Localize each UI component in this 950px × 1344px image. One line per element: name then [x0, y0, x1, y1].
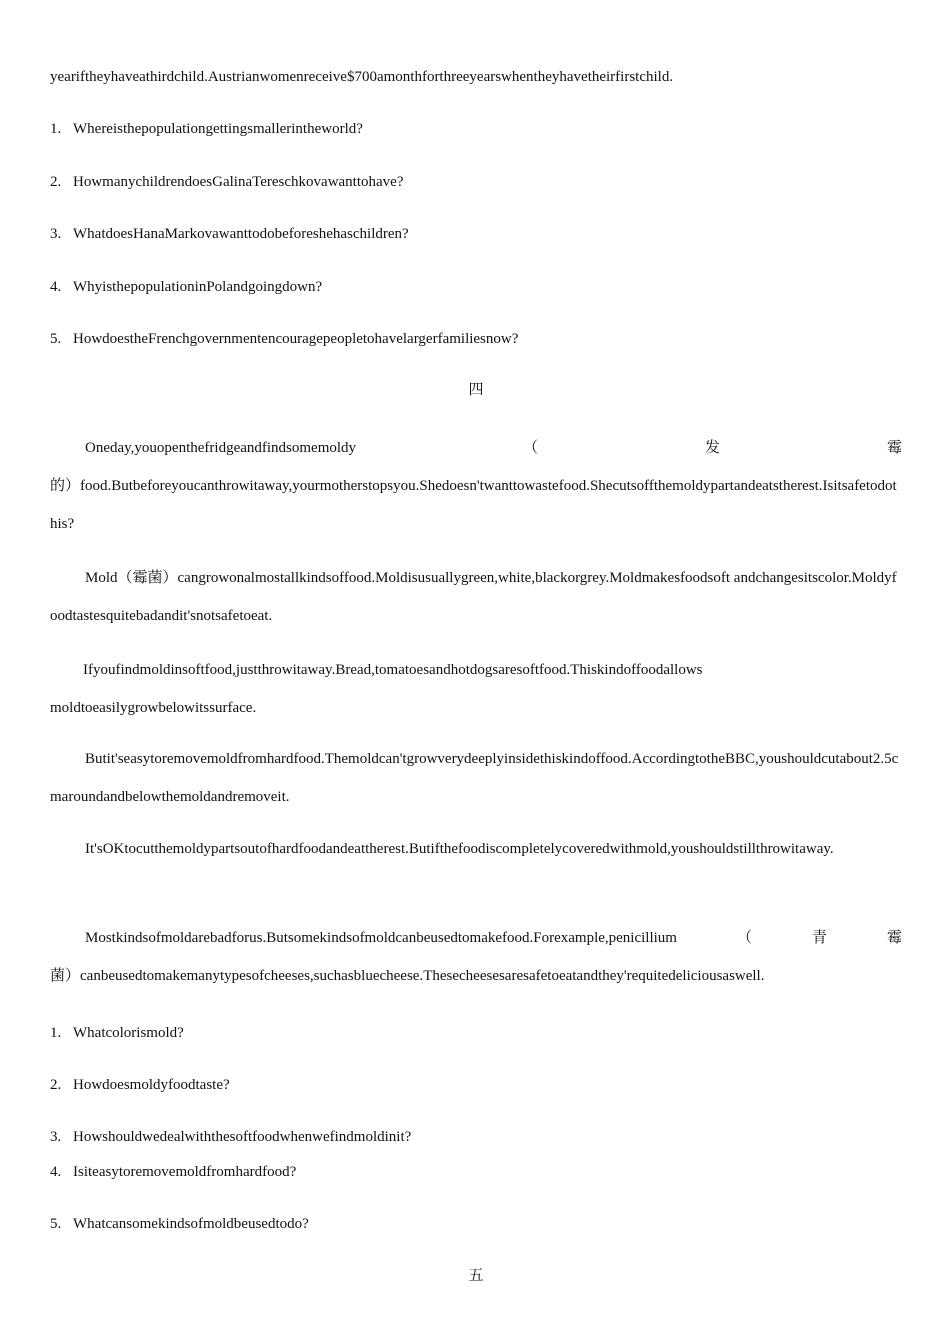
question-number: 4.	[50, 279, 62, 295]
question-text: WhatdoesHanaMarkovawanttodobeforeshehaschildren?	[73, 226, 409, 242]
question-text: Whereisthepopulationgettingsmallerintheworld?	[73, 121, 363, 137]
question-number: 2.	[50, 174, 62, 190]
paragraph-line: moldtoeasilygrowbelowitssurface.	[50, 700, 257, 716]
question-text: WhyisthepopulationinPolandgoingdown?	[73, 279, 323, 295]
paragraph-text: 霉	[886, 930, 902, 946]
paragraph: Mold（霉菌）cangrowonalmostallkindsoffood.Moldisusuallygreen,white,blackorgrey.Moldmakesfoodsoft andchangesitscolor.Moldyfoodtastesquitebadandit'snotsafetoeat.	[50, 570, 897, 624]
question-item	[50, 1075, 230, 1095]
question-item	[50, 1214, 309, 1234]
question-item	[50, 1127, 411, 1147]
question-item	[50, 224, 409, 244]
question-number: 3.	[50, 1129, 62, 1145]
paragraph-text: 霉	[886, 440, 902, 456]
paragraph-text: 青	[811, 930, 827, 946]
paragraph: 的）food.Butbeforeyoucanthrowitaway,yourmotherstopsyou.Shedoesn'twanttowastefood.Shecutsoffthemoldypartandeatstherest.Isitsafetodothis?	[50, 478, 897, 532]
question-number: 5.	[50, 1216, 62, 1232]
question-number: 2.	[50, 1077, 62, 1093]
question-text: Whatcolorismold?	[73, 1025, 184, 1041]
question-number: 4.	[50, 1164, 62, 1180]
question-number: 3.	[50, 226, 62, 242]
question-text: Isiteasytoremovemoldfromhardfood?	[73, 1164, 297, 1180]
paragraph-line	[50, 438, 902, 458]
question-text: Howshouldwedealwiththesoftfoodwhenwefindmoldinit?	[73, 1129, 412, 1145]
paragraph-text: 发	[705, 440, 721, 456]
section-heading: 五	[468, 1268, 484, 1284]
question-text: HowmanychildrendoesGalinaTereschkovawanttohave?	[73, 174, 404, 190]
question-item	[50, 119, 363, 139]
paragraph-line: Ifyoufindmoldinsoftfood,justthrowitaway.Bread,tomatoesandhotdogsaresoftfood.Thiskindoffoodallows	[83, 662, 703, 678]
passage-tail-line: yeariftheyhaveathirdchild.Austrianwomenreceive$700amonthforthreeyearswhentheyhavetheirfirstchild.	[50, 69, 674, 85]
paragraph-text: （	[736, 930, 752, 946]
question-item	[50, 1162, 296, 1182]
paragraph: Butit'seasytoremovemoldfromhardfood.Themoldcan'tgrowverydeeplyinsidethiskindoffood.AccordingtotheBBC,youshouldcutabout2.5cmaroundandbelowthemoldandremoveit.	[50, 751, 899, 805]
question-text: HowdoestheFrenchgovernmentencouragepeopletohavelargerfamiliesnow?	[73, 331, 519, 347]
question-item	[50, 277, 322, 297]
question-number: 1.	[50, 121, 62, 137]
question-text: Whatcansomekindsofmoldbeusedtodo?	[73, 1216, 309, 1232]
question-text: Howdoesmoldyfoodtaste?	[73, 1077, 230, 1093]
paragraph-text: Mostkindsofmoldarebadforus.Butsomekindsofmoldcanbeusedtomakefood.Forexample,penicillium	[85, 930, 677, 946]
paragraph-text: Oneday,youopenthefridgeandfindsomemoldy	[85, 440, 357, 456]
paragraph: It'sOKtocutthemoldypartsoutofhardfoodandeattherest.Butifthefoodiscompletelycoveredwithmold,youshouldstillthrowitaway.	[85, 841, 834, 857]
paragraph-line: 菌）canbeusedtomakemanytypesofcheeses,suchasbluecheese.Thesecheesesaresafetoeatandthey'requitedeliciousaswell.	[50, 968, 765, 984]
question-number: 1.	[50, 1025, 62, 1041]
section-heading: 四	[468, 382, 484, 398]
paragraph-line	[50, 928, 902, 948]
paragraph-text: （	[523, 440, 539, 456]
question-item	[50, 329, 518, 349]
question-item	[50, 172, 404, 192]
question-number: 5.	[50, 331, 62, 347]
question-item	[50, 1023, 184, 1043]
